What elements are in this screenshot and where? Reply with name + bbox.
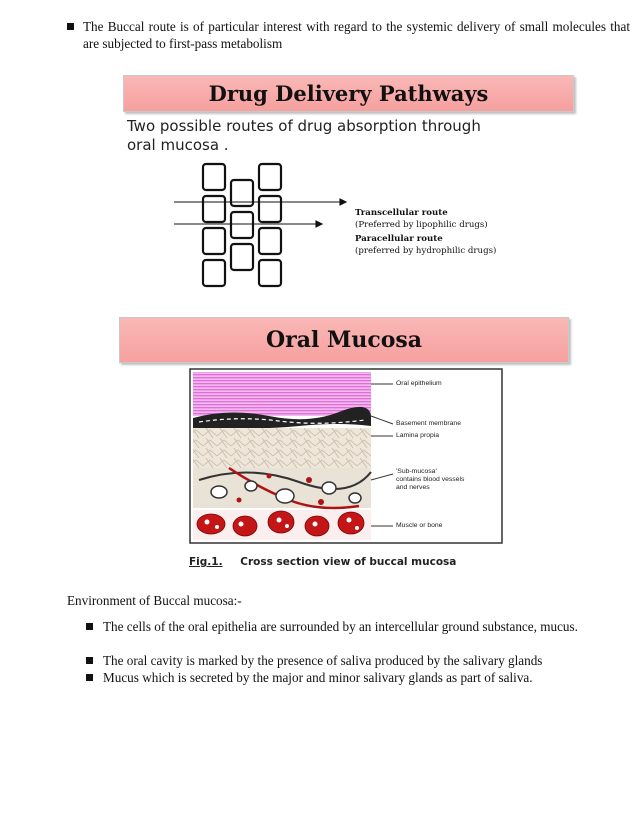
paracellular-note: (preferred by hydrophilic drugs) bbox=[355, 246, 497, 256]
drug-pathways-title: Drug Delivery Pathways bbox=[208, 81, 489, 106]
epithelial-cell bbox=[203, 164, 225, 190]
epithelial-cell bbox=[231, 212, 253, 238]
figure-caption-text: Cross section view of buccal mucosa bbox=[240, 556, 457, 568]
oral-mucosa-title: Oral Mucosa bbox=[265, 327, 423, 353]
bullet-square-icon bbox=[86, 623, 93, 630]
environment-bullet-text: The oral cavity is marked by the presence of saliva produced by the salivary glands bbox=[103, 653, 543, 668]
label-muscle-bone: Muscle or bone bbox=[396, 522, 443, 529]
intro-bullet-text: The Buccal route is of particular interest with regard to the systemic delivery of small molecules that are subjected to first-pass metabolism bbox=[83, 19, 630, 51]
bullet-square-icon bbox=[86, 674, 93, 681]
bullet-square-icon bbox=[86, 657, 93, 664]
environment-heading: Environment of Buccal mucosa:- bbox=[67, 593, 242, 608]
buccal-mucosa-illustration bbox=[189, 368, 503, 544]
label-submucosa-line-2: contains blood vessels bbox=[396, 476, 465, 483]
environment-bullet bbox=[86, 618, 630, 635]
epithelial-cell bbox=[259, 196, 281, 222]
epithelial-cell bbox=[259, 260, 281, 286]
paracellular-title: Paracellular route bbox=[355, 234, 443, 244]
drug-pathways-banner bbox=[123, 75, 574, 112]
epithelial-cell bbox=[259, 164, 281, 190]
oral-mucosa-banner bbox=[119, 317, 569, 363]
epithelium-layer bbox=[193, 372, 371, 416]
paracellular-label bbox=[355, 234, 496, 256]
absorption-routes-diagram bbox=[170, 160, 350, 295]
label-basement-membrane: Basement membrane bbox=[396, 420, 461, 427]
label-lamina-propia: Lamina propia bbox=[396, 432, 440, 439]
epithelial-cell bbox=[203, 228, 225, 254]
bullet-square-icon bbox=[67, 23, 74, 30]
drug-pathways-subtitle bbox=[127, 117, 481, 155]
environment-bullet bbox=[86, 652, 630, 669]
environment-bullet bbox=[86, 669, 630, 686]
epithelial-cell bbox=[203, 196, 225, 222]
epithelial-cell bbox=[259, 228, 281, 254]
intro-bullet bbox=[67, 18, 630, 52]
transcellular-title: Transcellular route bbox=[355, 208, 448, 218]
subtitle-line-2: oral mucosa . bbox=[127, 136, 229, 154]
transcellular-label bbox=[355, 208, 488, 230]
environment-bullet-text: The cells of the oral epithelia are surrounded by an intercellular ground substance, mucus. bbox=[103, 619, 578, 634]
environment-bullet-text: Mucus which is secreted by the major and minor salivary glands as part of saliva. bbox=[103, 670, 533, 685]
epithelial-cell bbox=[231, 244, 253, 270]
figure-caption bbox=[189, 556, 456, 568]
label-oral-epithelium: Oral epithelium bbox=[396, 380, 442, 387]
label-submucosa bbox=[396, 468, 464, 492]
label-submucosa-line-1: 'Sub-mucosa' bbox=[396, 468, 437, 475]
lamina-propria-layer bbox=[193, 428, 371, 468]
epithelial-cell bbox=[203, 260, 225, 286]
label-submucosa-line-3: and nerves bbox=[396, 484, 430, 491]
subtitle-line-1: Two possible routes of drug absorption through bbox=[127, 117, 481, 135]
figure-label: Fig.1. bbox=[189, 556, 223, 568]
transcellular-note: (Preferred by lipophilic drugs) bbox=[355, 220, 488, 230]
